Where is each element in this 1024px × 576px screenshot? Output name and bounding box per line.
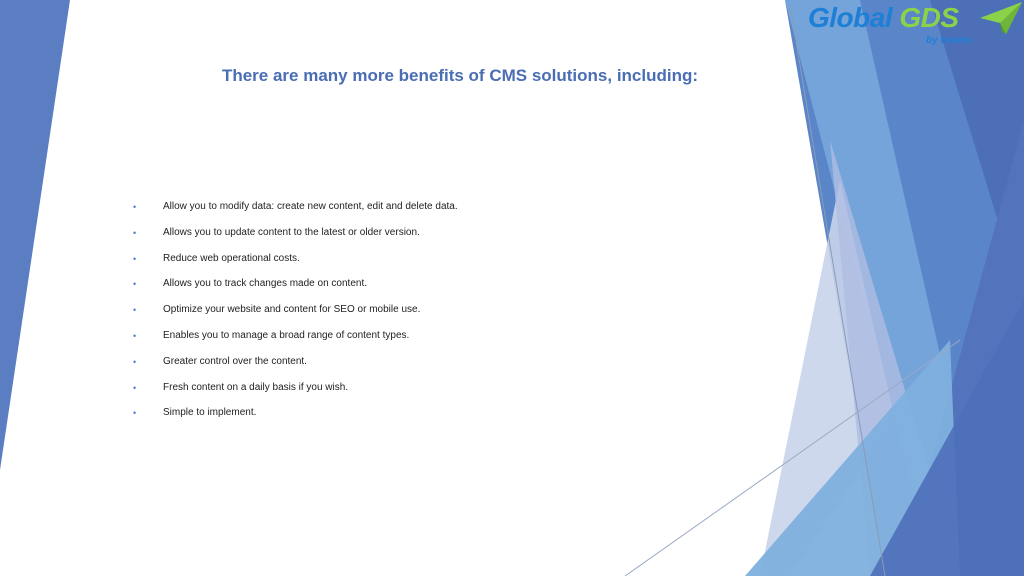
bullet-dot-icon: •	[133, 279, 137, 290]
bullet-dot-icon: •	[133, 356, 137, 367]
bullet-dot-icon: •	[133, 253, 137, 264]
left-edge-shape	[0, 0, 70, 470]
list-item-text: Greater control over the content.	[163, 355, 307, 367]
logo-tagline: by trawex	[926, 35, 973, 46]
list-item-text: Allows you to track changes made on content.	[163, 278, 368, 290]
bullet-dot-icon: •	[133, 382, 137, 393]
bullet-dot-icon: •	[133, 330, 137, 341]
logo-word-global: Global	[808, 2, 893, 33]
list-item-text: Optimize your website and content for SEO or mobile use.	[163, 304, 421, 316]
list-item-text: Reduce web operational costs.	[163, 252, 300, 264]
list-item-text: Simple to implement.	[163, 407, 257, 419]
logo-word-gds: GDS	[899, 2, 959, 33]
bullet-dot-icon: •	[133, 305, 137, 316]
bullet-dot-icon: •	[133, 408, 137, 419]
paper-plane-icon	[980, 2, 1022, 36]
bullet-dot-icon: •	[133, 227, 137, 238]
list-item-text: Fresh content on a daily basis if you wish.	[163, 381, 349, 393]
list-item-text: Allows you to update content to the latest or older version.	[163, 226, 420, 238]
logo-wordmark	[808, 2, 959, 34]
bullet-dot-icon: •	[133, 202, 137, 212]
list-item-text: Allow you to modify data: create new content, edit and delete data.	[163, 201, 458, 212]
brand-logo	[806, 2, 1024, 52]
list-item-text: Enables you to manage a broad range of content types.	[163, 329, 410, 341]
slide-title: There are many more benefits of CMS solutions, including:	[221, 66, 699, 85]
